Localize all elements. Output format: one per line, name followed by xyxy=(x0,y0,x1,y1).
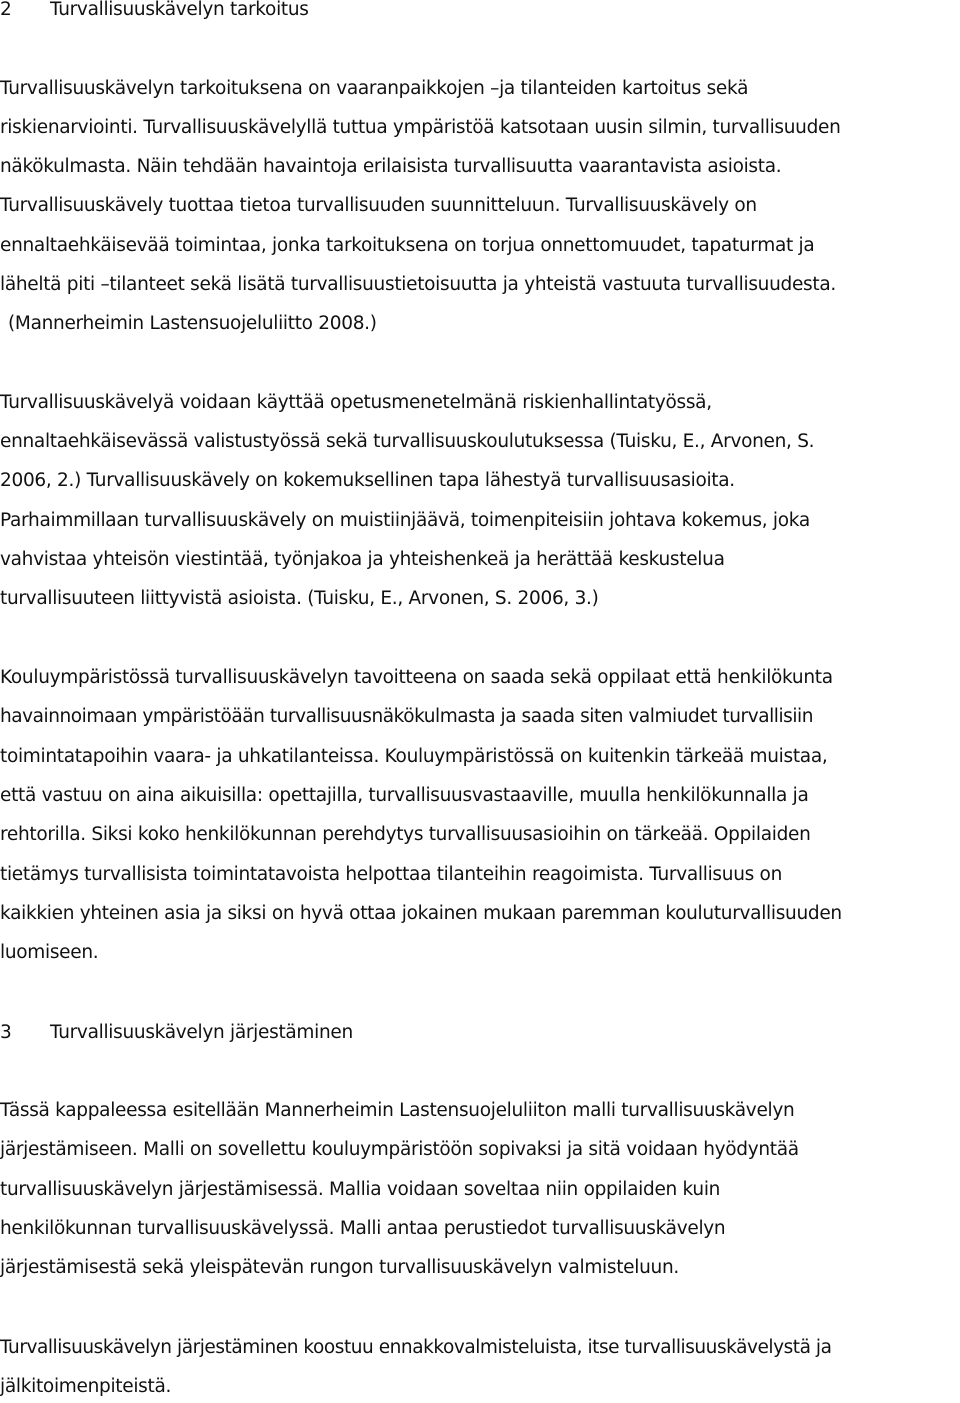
paragraph-line: Turvallisuuskävely tuottaa tietoa turvallisuuden suunnitteluun. Turvallisuuskävely on xyxy=(0,195,757,216)
section-heading xyxy=(0,0,309,22)
paragraph-line: Parhaimmillaan turvallisuuskävely on muistiinjäävä, toimenpiteisiin johtava kokemus, joka xyxy=(0,510,810,531)
paragraph-line: vahvistaa yhteisön viestintää, työnjakoa ja yhteishenkeä ja herättää keskustelua xyxy=(0,549,725,570)
paragraph-line: jälkitoimenpiteistä. xyxy=(0,1376,172,1397)
paragraph-line: Turvallisuuskävelyä voidaan käyttää opetusmenetelmänä riskienhallintatyössä, xyxy=(0,392,712,413)
paragraph-line: näkökulmasta. Näin tehdään havaintoja erilaisista turvallisuutta vaarantavista asioista. xyxy=(0,156,782,177)
paragraph-line: rehtorilla. Siksi koko henkilökunnan perehdytys turvallisuusasioihin on tärkeää. Oppilaiden xyxy=(0,824,811,845)
paragraph-line: henkilökunnan turvallisuuskävelyssä. Malli antaa perustiedot turvallisuuskävelyn xyxy=(0,1218,726,1239)
paragraph-line: Kouluympäristössä turvallisuuskävelyn tavoitteena on saada sekä oppilaat että henkilökunta xyxy=(0,667,833,688)
section-title: Turvallisuuskävelyn tarkoitus xyxy=(50,0,309,20)
section-heading xyxy=(0,1021,353,1045)
paragraph-line: turvallisuuteen liittyvistä asioista. (Tuisku, E., Arvonen, S. 2006, 3.) xyxy=(0,588,599,609)
paragraph-line: järjestämisestä sekä yleispätevän rungon turvallisuuskävelyn valmisteluun. xyxy=(0,1257,679,1278)
section-number: 3 xyxy=(0,1022,12,1043)
paragraph-line: Turvallisuuskävelyn järjestäminen koostuu ennakkovalmisteluista, itse turvallisuuskävelystä ja xyxy=(0,1337,832,1358)
paragraph-line: toimintatapoihin vaara- ja uhkatilanteissa. Kouluympäristössä on kuitenkin tärkeää muistaa, xyxy=(0,746,828,767)
paragraph-line: kaikkien yhteinen asia ja siksi on hyvä ottaa jokainen mukaan paremman kouluturvallisuuden xyxy=(0,903,842,924)
paragraph-line: 2006, 2.) Turvallisuuskävely on kokemuksellinen tapa lähestyä turvallisuusasioita. xyxy=(0,470,735,491)
paragraph-line: riskienarviointi. Turvallisuuskävelyllä tuttua ympäristöä katsotaan uusin silmin, turvallisuuden xyxy=(0,117,841,138)
paragraph-line: järjestämiseen. Malli on sovellettu kouluympäristöön sopivaksi ja sitä voidaan hyödyntää xyxy=(0,1139,799,1160)
section-number: 2 xyxy=(0,0,12,20)
paragraph-line: tietämys turvallisista toimintatavoista helpottaa tilanteihin reagoimista. Turvallisuus on xyxy=(0,864,782,885)
paragraph-line: ennaltaehkäisevässä valistustyössä sekä turvallisuuskoulutuksessa (Tuisku, E., Arvonen, S. xyxy=(0,431,815,452)
paragraph-line: läheltä piti –tilanteet sekä lisätä turvallisuustietoisuutta ja yhteistä vastuuta turvallisuudesta. xyxy=(0,274,836,295)
paragraph-line: turvallisuuskävelyn järjestämisessä. Mallia voidaan soveltaa niin oppilaiden kuin xyxy=(0,1179,721,1200)
paragraph-line: Turvallisuuskävelyn tarkoituksena on vaaranpaikkojen –ja tilanteiden kartoitus sekä xyxy=(0,78,749,99)
paragraph-line: että vastuu on aina aikuisilla: opettajilla, turvallisuusvastaaville, muulla henkilökunnalla ja xyxy=(0,785,809,806)
paragraph-line: (Mannerheimin Lastensuojeluliitto 2008.) xyxy=(8,313,377,334)
paragraph-line: havainnoimaan ympäristöään turvallisuusnäkökulmasta ja saada siten valmiudet turvallisiin xyxy=(0,706,814,727)
section-title: Turvallisuuskävelyn järjestäminen xyxy=(50,1022,353,1043)
paragraph-line: luomiseen. xyxy=(0,942,99,963)
paragraph-line: ennaltaehkäisevää toimintaa, jonka tarkoituksena on torjua onnettomuudet, tapaturmat ja xyxy=(0,235,815,256)
paragraph-line: Tässä kappaleessa esitellään Mannerheimin Lastensuojeluliiton malli turvallisuuskävelyn xyxy=(0,1100,795,1121)
